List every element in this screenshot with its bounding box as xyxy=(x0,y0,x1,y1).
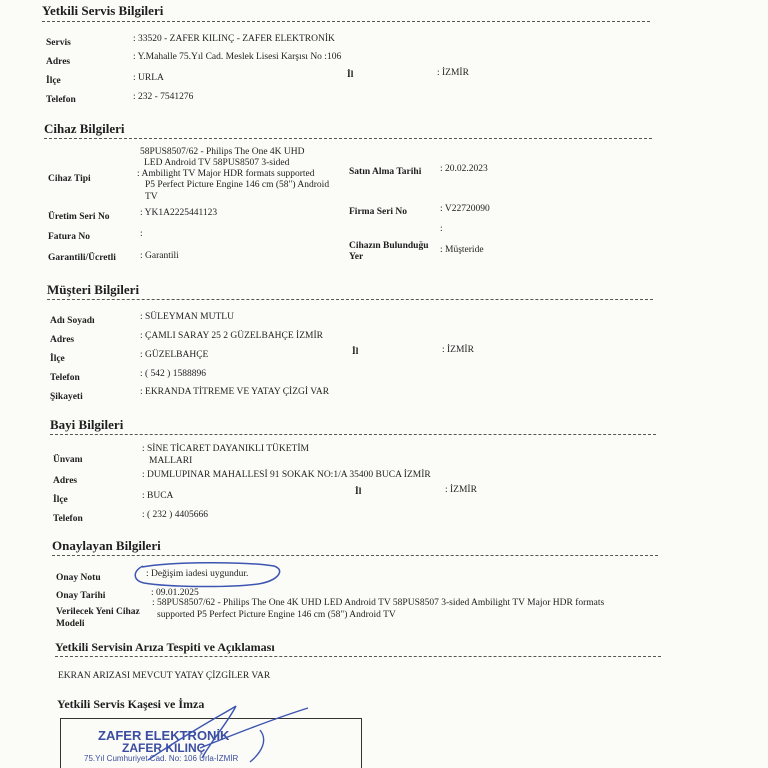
section-rule xyxy=(47,299,653,300)
approval-tarih-value: : 09.01.2025 xyxy=(151,588,199,598)
dealer-ilce-value: : BUCA xyxy=(142,491,174,501)
section-title-approval: Onaylayan Bilgileri xyxy=(52,538,161,553)
dealer-telefon-label: Telefon xyxy=(53,514,83,524)
device-satin-label: Satın Alma Tarihi xyxy=(349,167,422,177)
service-adres-value: : Y.Mahalle 75.Yıl Cad. Meslek Lisesi Karşısı No :106 xyxy=(133,52,342,62)
device-garanti-label: Garantili/Ücretli xyxy=(48,253,116,263)
section-rule xyxy=(50,434,656,435)
device-garanti-value: : Garantili xyxy=(140,251,179,261)
section-title-fault: Yetkili Servisin Arıza Tespiti ve Açıklaması xyxy=(55,640,275,654)
dealer-adres-value: : DUMLUPINAR MAHALLESİ 91 SOKAK NO:1/A 35400 BUCA İZMİR xyxy=(142,470,431,480)
service-servis-label: Servis xyxy=(46,38,71,48)
customer-ad-value: : SÜLEYMAN MUTLU xyxy=(140,312,234,322)
dealer-ilce-label: İlçe xyxy=(53,495,68,505)
fault-description: EKRAN ARIZASI MEVCUT YATAY ÇİZGİLER VAR xyxy=(58,671,271,681)
dealer-il-value: : İZMİR xyxy=(445,485,477,495)
section-rule xyxy=(44,138,652,139)
section-title-service: Yetkili Servis Bilgileri xyxy=(42,3,164,18)
section-rule xyxy=(42,21,650,22)
customer-il-value: : İZMİR xyxy=(442,345,474,355)
device-uretim-value: : YK1A2225441123 xyxy=(140,208,218,218)
dealer-unvan-line-2: MALLARI xyxy=(149,456,193,466)
device-yer-label-2: Yer xyxy=(349,252,364,262)
dealer-unvan-line-1: : SİNE TİCARET DAYANIKLI TÜKETİM xyxy=(142,444,309,454)
dealer-adres-label: Adres xyxy=(53,476,78,486)
device-tip-line-5: TV xyxy=(145,192,158,202)
section-rule xyxy=(52,555,658,556)
stamp-line-1: ZAFER ELEKTRONİK xyxy=(98,728,230,743)
dealer-unvan-label: Ünvanı xyxy=(53,455,83,465)
dealer-il-label: İl xyxy=(355,487,362,497)
approval-model-line-2: supported P5 Perfect Picture Engine 146 cm (58") Android TV xyxy=(157,610,396,620)
approval-model-label-1: Verilecek Yeni Cihaz xyxy=(56,607,140,617)
service-il-label: İl xyxy=(347,70,354,80)
service-adres-label: Adres xyxy=(46,57,71,67)
service-ilce-label: İlçe xyxy=(46,76,61,86)
device-yer-value: : Müşteride xyxy=(440,245,484,255)
customer-telefon-value: : ( 542 ) 1588896 xyxy=(140,369,206,379)
customer-ilce-label: İlçe xyxy=(50,354,65,364)
signature-mark xyxy=(140,700,320,768)
customer-ilce-value: : GÜZELBAHÇE xyxy=(140,350,209,360)
device-tip-line-4: P5 Perfect Picture Engine 146 cm (58") Android xyxy=(145,180,330,190)
device-yer-label-1: Cihazın Bulunduğu xyxy=(349,241,429,251)
stamp-line-2: ZAFER KILINÇ xyxy=(122,741,206,755)
customer-adres-label: Adres xyxy=(50,335,75,345)
device-fatura-value: : xyxy=(140,229,143,239)
service-il-value: : İZMİR xyxy=(437,68,469,78)
service-servis-value: : 33520 - ZAFER KILINÇ - ZAFER ELEKTRONİK xyxy=(133,34,335,44)
device-firma-label: Firma Seri No xyxy=(349,207,408,217)
device-tip-line-2: LED Android TV 58PUS8507 3-sided xyxy=(144,158,290,168)
device-satin-value: : 20.02.2023 xyxy=(440,164,488,174)
device-extra-colon: : xyxy=(440,224,443,234)
device-tip-line-1: 58PUS8507/62 - Philips The One 4K UHD xyxy=(140,147,305,157)
customer-telefon-label: Telefon xyxy=(50,373,80,383)
device-firma-value: : V22720090 xyxy=(440,204,490,214)
customer-adres-value: : ÇAMLI SARAY 25 2 GÜZELBAHÇE İZMİR xyxy=(140,331,323,341)
customer-ad-label: Adı Soyadı xyxy=(50,316,95,326)
customer-sikayet-label: Şikayeti xyxy=(50,392,83,402)
approval-not-label: Onay Notu xyxy=(56,573,101,583)
device-tip-label: Cihaz Tipi xyxy=(48,174,91,184)
service-telefon-label: Telefon xyxy=(46,95,76,105)
service-telefon-value: : 232 - 7541276 xyxy=(133,92,194,102)
approval-not-value: : Değişim iadesi uygundur. xyxy=(146,569,249,579)
dealer-telefon-value: : ( 232 ) 4405666 xyxy=(142,510,208,520)
device-fatura-label: Fatura No xyxy=(48,232,90,242)
section-title-device: Cihaz Bilgileri xyxy=(44,121,125,136)
customer-sikayet-value: : EKRANDA TİTREME VE YATAY ÇİZGİ VAR xyxy=(140,387,330,397)
service-ilce-value: : URLA xyxy=(133,73,164,83)
section-title-customer: Müşteri Bilgileri xyxy=(47,282,140,297)
section-title-stamp: Yetkili Servis Kaşesi ve İmza xyxy=(57,697,205,711)
device-tip-line-3: : Ambilight TV Major HDR formats supported xyxy=(137,169,315,179)
stamp-line-3: 75.Yıl Cumhuriyet Cad. No: 106 Urla-İZMİR xyxy=(84,754,239,763)
section-rule xyxy=(55,656,661,657)
approval-model-line-1: : 58PUS8507/62 - Philips The One 4K UHD LED Android TV 58PUS8507 3-sided Ambilight TV Major HDR formats xyxy=(152,598,605,608)
pen-circle-mark xyxy=(130,560,282,590)
approval-model-label-2: Modeli xyxy=(56,619,85,629)
customer-il-label: İl xyxy=(352,347,359,357)
section-title-dealer: Bayi Bilgileri xyxy=(50,417,124,432)
device-uretim-label: Üretim Seri No xyxy=(48,212,110,222)
approval-tarih-label: Onay Tarihi xyxy=(56,591,106,601)
